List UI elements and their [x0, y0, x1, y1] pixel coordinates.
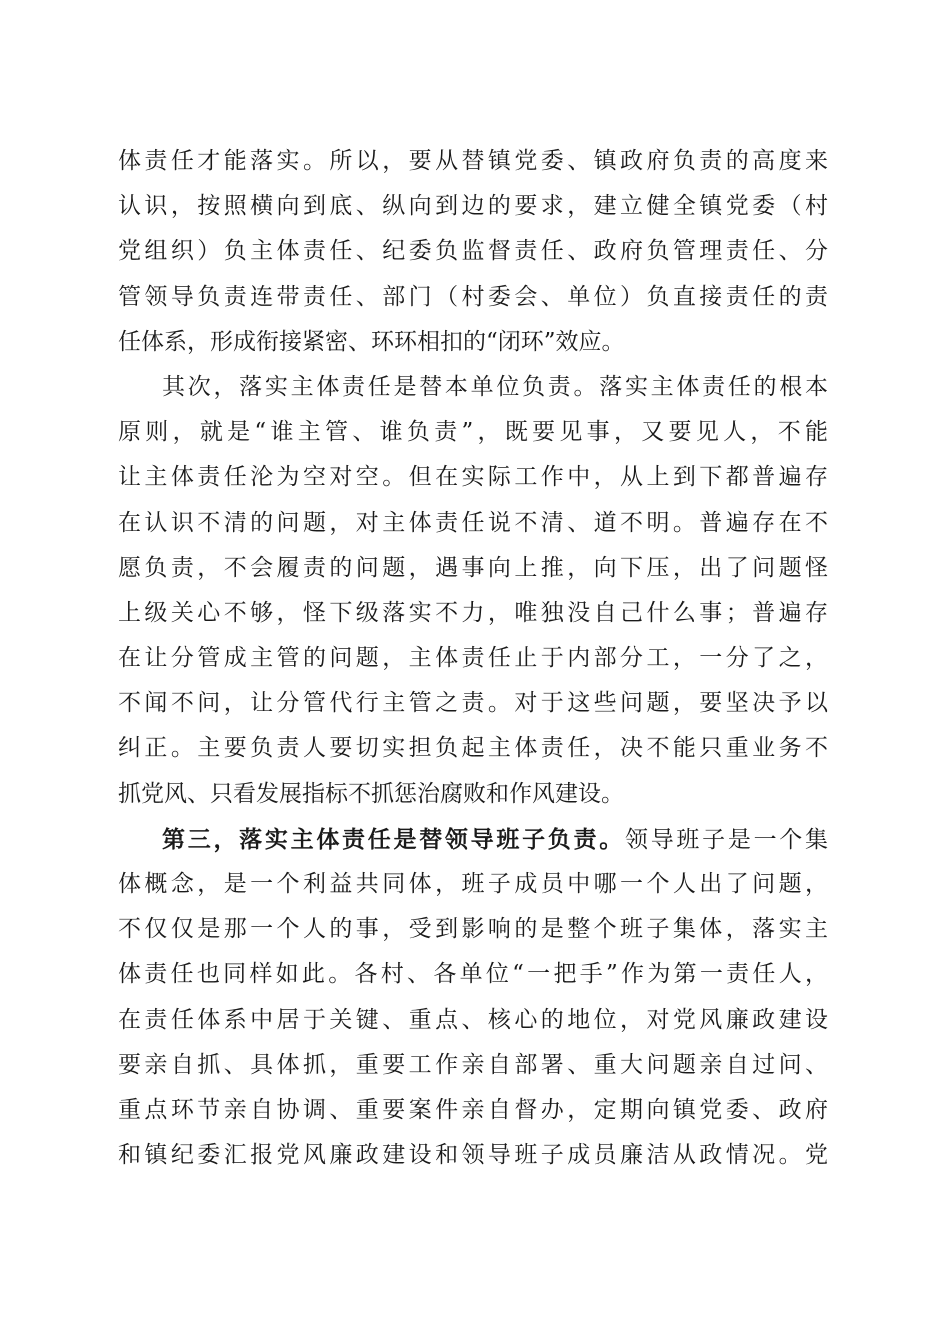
text-line: 管领导负责连带责任、部门（村委会、单位）负直接责任的责 — [118, 283, 828, 310]
text-line: 原则，就是“谁主管、谁负责”，既要见事，又要见人，不能 — [118, 419, 828, 446]
text-line: 抓党风、只看发展指标不抓惩治腐败和作风建设。 — [118, 780, 624, 807]
text-span: 领导班子是一个集 — [624, 826, 828, 853]
text-line: 愿负责，不会履责的问题，遇事向上推，向下压，出了问题怪 — [118, 554, 828, 581]
text-line: 体责任才能落实。所以，要从替镇党委、镇政府负责的高度来 — [118, 148, 828, 174]
text-line: 在认识不清的问题，对主体责任说不清、道不明。普遍存在不 — [118, 509, 828, 536]
text-line: 党组织）负主体责任、纪委负监督责任、政府负管理责任、分 — [118, 238, 828, 265]
text-line: 体概念，是一个利益共同体，班子成员中哪一个人出了问题， — [118, 871, 828, 897]
bold-lead-sentence: 第三，落实主体责任是替领导班子负责。 — [162, 825, 625, 853]
body-text — [118, 139, 828, 1178]
text-line: 在责任体系中居于关键、重点、核心的地位，对党风廉政建设 — [118, 1006, 828, 1033]
text-line: 不仅仅是那一个人的事，受到影响的是整个班子集体，落实主 — [118, 916, 828, 943]
text-line: 在让分管成主管的问题，主体责任止于内部分工，一分了之， — [118, 645, 828, 672]
text-line: 让主体责任沦为空对空。但在实际工作中，从上到下都普遍存 — [118, 464, 828, 491]
text-line: 要亲自抓、具体抓，重要工作亲自部署、重大问题亲自过问、 — [118, 1051, 828, 1078]
text-line: 体责任也同样如此。各村、各单位“一把手”作为第一责任人， — [118, 961, 828, 988]
text-line: 上级关心不够，怪下级落实不力，唯独没自己什么事；普遍存 — [118, 599, 828, 626]
text-line: 不闻不问，让分管代行主管之责。对于这些问题，要坚决予以 — [118, 690, 828, 717]
text-line: 任体系，形成衔接紧密、环环相扣的“闭环”效应。 — [118, 328, 625, 355]
text-line: 认识，按照横向到底、纵向到边的要求，建立健全镇党委（村 — [118, 193, 828, 220]
paragraph-first-line — [118, 817, 828, 862]
paragraph-first-line: 其次，落实主体责任是替本单位负责。落实主体责任的根本 — [162, 373, 828, 400]
text-line: 重点环节亲自协调、重要案件亲自督办，定期向镇党委、政府 — [118, 1096, 828, 1123]
text-line: 和镇纪委汇报党风廉政建设和领导班子成员廉洁从政情况。党 — [118, 1142, 828, 1169]
text-line: 纠正。主要负责人要切实担负起主体责任，决不能只重业务不 — [118, 735, 828, 762]
